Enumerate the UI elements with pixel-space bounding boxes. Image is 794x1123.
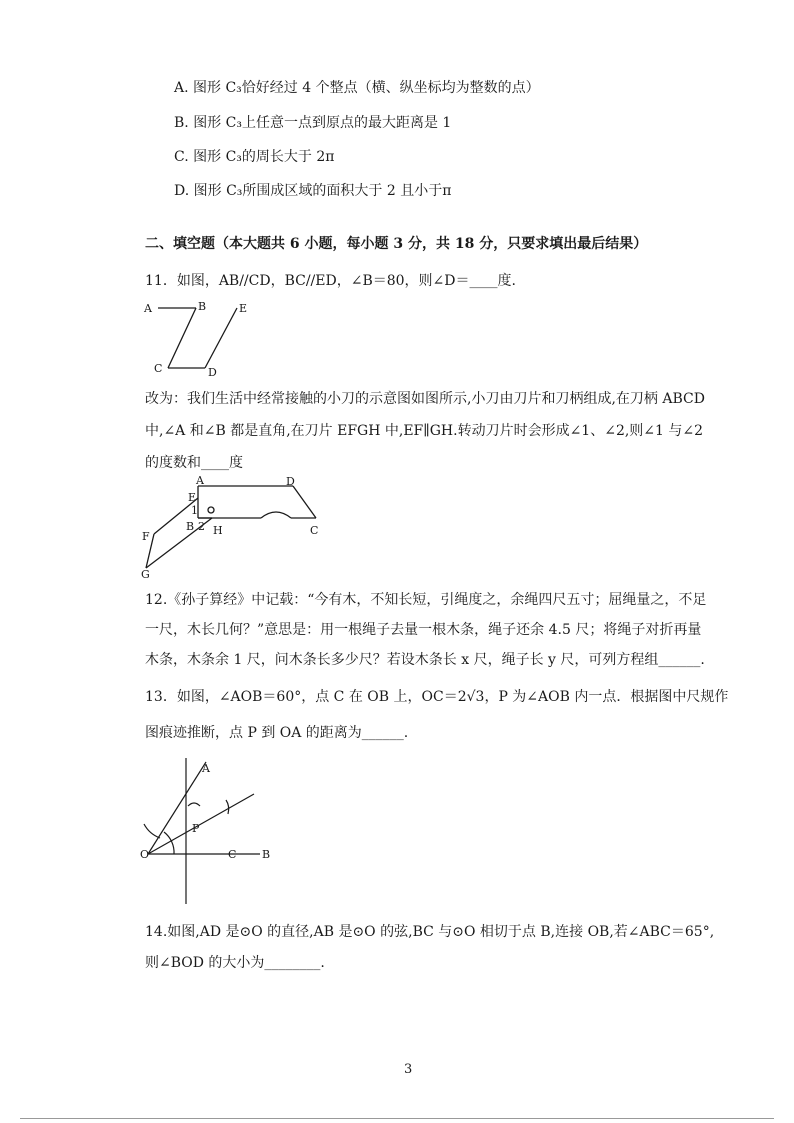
option-a: A. 图形 C₃恰好经过 4 个整点（横、纵坐标均为整数的点）: [174, 80, 540, 96]
q13-line1: 13．如图，∠AOB＝60°，点 C 在 OB 上，OC＝2√3，P 为∠AOB 内一点．根据图中尺规作: [145, 689, 729, 705]
knife-label-f: F: [142, 530, 150, 543]
knife-label-b: B: [186, 520, 195, 533]
q11-label-e: E: [239, 302, 248, 315]
option-b: B. 图形 C₃上任意一点到原点的最大距离是 1: [174, 115, 452, 131]
knife-label-1: 1: [191, 504, 198, 517]
knife-label-d: D: [286, 475, 295, 488]
q12-line1: 12.《孙子算经》中记载：“今有木，不知长短，引绳度之，余绳四尺五寸；屈绳量之，不足: [145, 592, 707, 608]
section-heading: 二、填空题（本大题共 6 小题，每小题 3 分，共 18 分，只要求填出最后结果）: [145, 236, 648, 252]
q11-label-d: D: [208, 366, 217, 379]
q11-label-c: C: [154, 362, 163, 375]
q13-label-o: O: [140, 848, 150, 861]
knife-label-2: 2: [198, 520, 205, 533]
option-c: C. 图形 C₃的周长大于 2π: [174, 149, 335, 165]
q12-line3: 木条，木条余 1 尺，问木条长多少尺？若设木条长 x 尺，绳子长 y 尺，可列方程组______.: [145, 652, 705, 668]
question-11: 11．如图，AB//CD，BC//ED，∠B＝80，则∠D＝____度.: [145, 273, 516, 289]
knife-label-c: C: [310, 524, 319, 537]
q11-alt-line3: 的度数和____度: [145, 455, 243, 471]
knife-label-h: H: [213, 524, 223, 537]
knife-label-a: A: [196, 474, 204, 487]
q13-label-c: C: [228, 848, 237, 861]
q13-line2: 图痕迹推断，点 P 到 OA 的距离为______.: [145, 725, 409, 741]
q11-figure: [140, 296, 270, 380]
q14-line2: 则∠BOD 的大小为________.: [145, 955, 325, 971]
q11-label-b: B: [198, 300, 207, 313]
q13-label-a: A: [202, 762, 210, 775]
q11-label-a: A: [144, 302, 152, 315]
q11-alt-line1: 改为：我们生活中经常接触的小刀的示意图如图所示,小刀由刀片和刀柄组成,在刀柄 ABCD: [145, 391, 705, 407]
q11-alt-line2: 中,∠A 和∠B 都是直角,在刀片 EFGH 中,EF∥GH.转动刀片时会形成∠1、∠2,则∠1 与∠2: [145, 423, 704, 439]
option-d: D. 图形 C₃所围成区域的面积大于 2 且小于π: [174, 183, 452, 199]
q12-line2: 一尺，木长几何？”意思是：用一根绳子去量一根木条，绳子还余 4.5 尺；将绳子对折再量: [145, 622, 702, 638]
q13-label-p: P: [192, 822, 200, 835]
page-number: 3: [404, 1062, 413, 1077]
bottom-rule: [20, 1118, 774, 1119]
q13-figure: [138, 754, 278, 906]
knife-label-g: G: [141, 568, 150, 580]
knife-label-e: E: [188, 491, 197, 504]
q14-line1: 14.如图,AD 是⊙O 的直径,AB 是⊙O 的弦,BC 与⊙O 相切于点 B,连接 OB,若∠ABC＝65°,: [145, 924, 715, 940]
q13-label-b: B: [262, 848, 271, 861]
knife-figure: [138, 474, 338, 580]
